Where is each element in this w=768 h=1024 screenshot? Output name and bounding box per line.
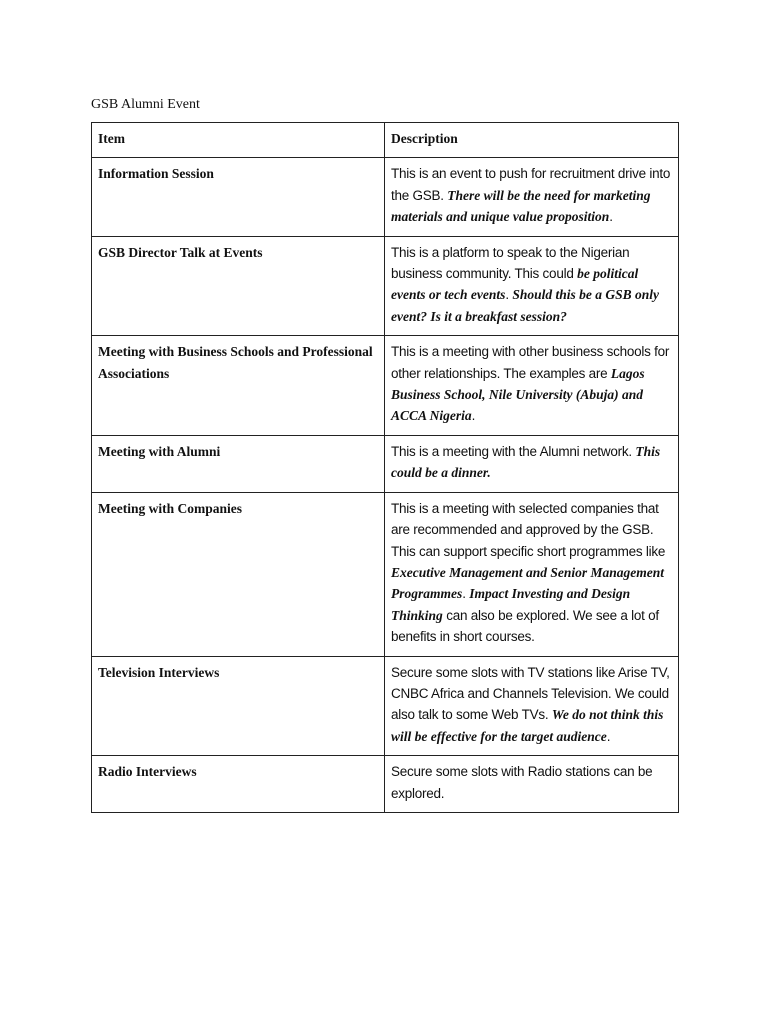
description-text: Secure some slots with Radio stations can be explored.: [391, 764, 653, 801]
row-description: [385, 336, 679, 436]
emphasis-text: Should this be a GSB only event? Is it a breakfast session?: [391, 287, 660, 324]
description-text: This is a meeting with selected companies that are recommended and approved by the GSB. This can support specific short programmes like: [391, 500, 666, 559]
emphasis-text: This could be a dinner.: [391, 443, 661, 481]
emphasis-text: Impact Investing and Design Thinking: [391, 586, 631, 623]
table-row: [92, 492, 679, 656]
row-description: [385, 756, 679, 813]
table-row: [92, 656, 679, 756]
row-item: Radio Interviews: [92, 756, 385, 813]
row-description: [385, 236, 679, 336]
row-description: [385, 158, 679, 236]
emphasis-text: be political events or tech events: [391, 266, 639, 303]
row-item: Information Session: [92, 158, 385, 236]
description-text: .: [505, 287, 513, 303]
description-text: can also be explored. We see a lot of benefits in short courses.: [391, 607, 659, 645]
table-row: [92, 158, 679, 236]
table-row: [92, 435, 679, 492]
emphasis-text: There will be the need for marketing materials and unique value proposition: [391, 187, 651, 225]
description-text: This is a meeting with other business schools for other relationships. The examples are: [391, 344, 670, 381]
emphasis-text: We do not think this will be effective for the target audience: [391, 707, 664, 744]
row-item: GSB Director Talk at Events: [92, 236, 385, 336]
row-item: Meeting with Business Schools and Professional Associations: [92, 336, 385, 436]
header-description: Description: [385, 123, 679, 158]
table-row: [92, 756, 679, 813]
row-description: [385, 492, 679, 656]
description-text: This is a platform to speak to the Nigerian business community. This could: [391, 244, 630, 282]
row-description: [385, 435, 679, 492]
description-text: Secure some slots with TV stations like Arise TV, CNBC Africa and Channels Television. We could also talk to some Web TVs.: [391, 664, 670, 723]
emphasis-text: Lagos Business School, Nile University (Abuja) and ACCA Nigeria: [391, 365, 645, 424]
table-row: [92, 236, 679, 336]
document-title: GSB Alumni Event: [91, 97, 200, 112]
description-text: .: [609, 209, 613, 225]
description-text: This is a meeting with the Alumni network.: [391, 443, 636, 459]
description-text: .: [471, 408, 476, 424]
row-item: Meeting with Companies: [92, 492, 385, 656]
description-text: .: [606, 728, 611, 744]
emphasis-text: Executive Management and Senior Management Programmes: [391, 564, 665, 602]
description-text: .: [462, 586, 470, 602]
row-item: Television Interviews: [92, 656, 385, 756]
header-item: Item: [92, 123, 385, 158]
table-row: [92, 336, 679, 436]
table-header-row: [92, 123, 679, 158]
description-text: This is an event to push for recruitment drive into the GSB.: [391, 166, 671, 203]
row-item: Meeting with Alumni: [92, 435, 385, 492]
event-table: [91, 122, 679, 813]
row-description: [385, 656, 679, 756]
